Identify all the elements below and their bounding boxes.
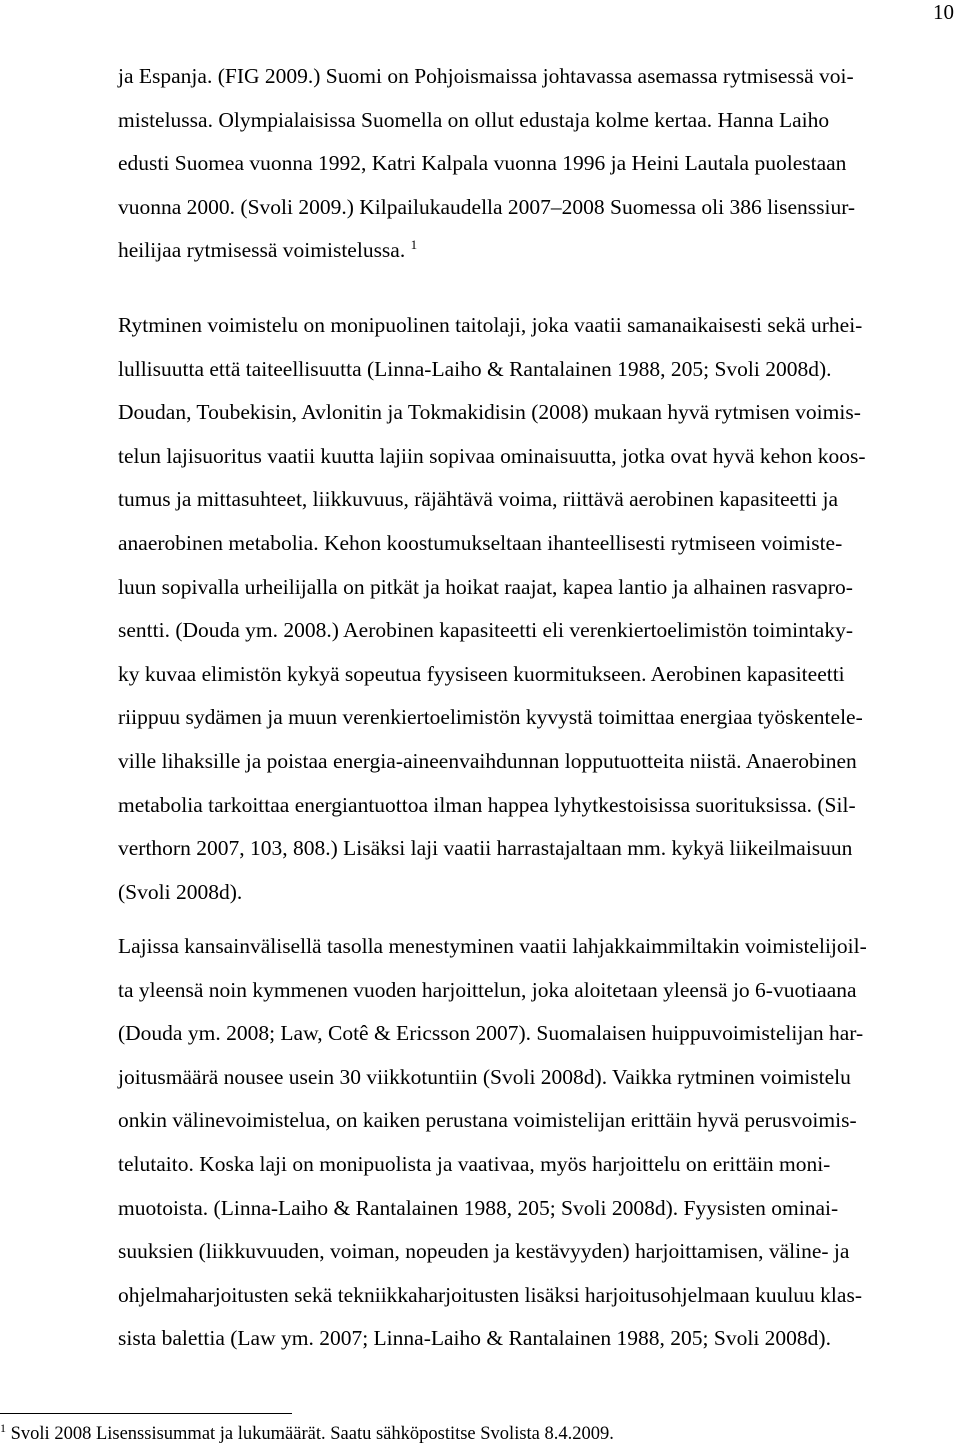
paragraph-1: [118, 55, 954, 273]
text-line: ky kuvaa elimistön kykyä sopeutua fyysiseen kuormitukseen. Aerobinen kapasiteetti: [118, 661, 845, 686]
text-line: telun lajisuoritus vaatii kuutta lajiin sopivaa ominaisuutta, jotka ovat hyvä kehon koos-: [118, 443, 866, 468]
text-line: ta yleensä noin kymmenen vuoden harjoittelun, joka aloitetaan yleensä jo 6-vuotiaana: [118, 977, 857, 1002]
footnote-text: Svoli 2008 Lisenssisummat ja lukumäärät. Saatu sähköpostitse Svolista 8.4.2009.: [10, 1424, 614, 1444]
text-line: tumus ja mittasuhteet, liikkuvuus, räjähtävä voima, riittävä aerobinen kapasiteetti ja: [118, 487, 839, 512]
text-line: ja Espanja. (FIG 2009.) Suomi on Pohjoismaissa johtavassa asemassa rytmisessä voi-: [118, 64, 854, 88]
text-line: mistelussa. Olympialaisissa Suomella on ollut edustaja kolme kertaa. Hanna Laiho: [118, 107, 830, 132]
text-line: (Svoli 2008d).: [118, 879, 243, 904]
text-line: luun sopivalla urheilijalla on pitkät ja hoikat raajat, kapea lantio ja alhainen rasvapro-: [118, 574, 853, 599]
text-line: sista balettia (Law ym. 2007; Linna-Laiho & Rantalainen 1988, 205; Svoli 2008d).: [118, 1326, 831, 1351]
text-line: onkin välinevoimistelua, on kaiken perustana voimistelijan erittäin hyvä perusvoimis-: [118, 1108, 857, 1133]
text-line: muotoista. (Linna-Laiho & Rantalainen 1988, 205; Svoli 2008d). Fyysisten ominai-: [118, 1195, 839, 1220]
text-line: ville lihaksille ja poistaa energia-aineenvaihdunnan lopputuotteita niistä. Anaerobinen: [118, 748, 857, 773]
text-line: verthorn 2007, 103, 808.) Lisäksi laji vaatii harrastajaltaan mm. kykyä liikeilmaisuun: [118, 836, 853, 861]
text-line: edusti Suomea vuonna 1992, Katri Kalpala vuonna 1996 ja Heini Lautala puolestaan: [118, 151, 847, 176]
footnote-divider: [0, 1413, 292, 1414]
text-line: vuonna 2000. (Svoli 2009.) Kilpailukaudella 2007–2008 Suomessa oli 386 lisenssiur-: [118, 194, 856, 219]
text-line: telutaito. Koska laji on monipuolista ja vaativaa, myös harjoittelu on erittäin moni-: [118, 1151, 831, 1176]
text-line: lullisuutta että taiteellisuutta (Linna-Laiho & Rantalainen 1988, 205; Svoli 2008d).: [118, 356, 832, 381]
footnote-reference: 1: [410, 237, 418, 253]
text-line: ohjelmaharjoitusten sekä tekniikkaharjoitusten lisäksi harjoitusohjelmaan kuuluu klas-: [118, 1282, 862, 1307]
text-line: Doudan, Toubekisin, Avlonitin ja Tokmakidisin (2008) mukaan hyvä rytmisen voimis-: [118, 400, 861, 425]
paragraph-2: [118, 304, 954, 914]
text-line: (Douda ym. 2008; Law, Cotê & Ericsson 2007). Suomalaisen huippuvoimistelijan har-: [118, 1021, 864, 1046]
text-line: metabolia tarkoittaa energiantuottoa ilman happea lyhytkestoisissa suorituksissa. (Sil-: [118, 792, 856, 817]
text-line: sentti. (Douda ym. 2008.) Aerobinen kapasiteetti eli verenkiertoelimistön toimintaky-: [118, 618, 854, 643]
text-line: Lajissa kansainvälisellä tasolla menestyminen vaatii lahjakkaimmiltakin voimistelijoil-: [118, 934, 867, 958]
footnote: [0, 1422, 900, 1446]
text-line: Rytminen voimistelu on monipuolinen taitolaji, joka vaatii samanaikaisesti sekä urhei-: [118, 313, 863, 337]
text-line: heilijaa rytmisessä voimistelussa.: [118, 238, 406, 263]
paragraph-3: [118, 925, 954, 1361]
text-line: riippuu sydämen ja muun verenkiertoelimistön kyvystä toimittaa energiaa työskentele-: [118, 705, 863, 730]
footnote-marker: 1: [0, 1420, 6, 1435]
text-line: anaerobinen metabolia. Kehon koostumukseltaan ihanteellisesti rytmiseen voimiste-: [118, 530, 843, 555]
text-line: suuksien (liikkuvuuden, voiman, nopeuden ja kestävyyden) harjoittamisen, väline- ja: [118, 1239, 850, 1264]
text-line: joitusmäärä nousee usein 30 viikkotuntiin (Svoli 2008d). Vaikka rytminen voimistelu: [118, 1064, 851, 1089]
page-number: 10: [933, 0, 954, 24]
